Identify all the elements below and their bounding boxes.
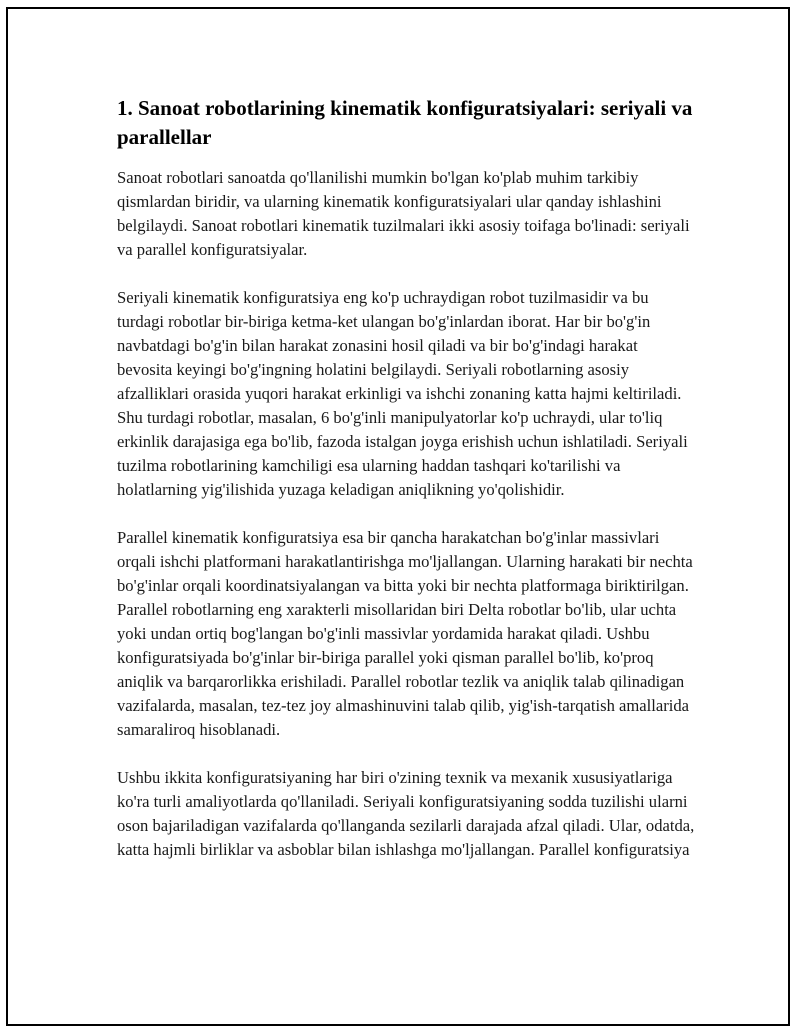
paragraph-parallel: Parallel kinematik konfiguratsiya esa bir qancha harakatchan bo'g'inlar massivlari orqali ishchi platformani harakatlantirishga mo'ljallangan. Ularning harakati bir nechta bo'g'inlar orqali koordinatsiyalangan va bitta yoki bir nechta platformaga biriktirilgan. Parallel robotlarning eng xarakterli misollaridan biri Delta robotlar bo'lib, ular uchta yoki undan ortiq bog'langan bo'g'inli massivlar yordamida harakat qiladi. Ushbu konfiguratsiyada bo'g'inlar bir-biriga parallel yoki qisman parallel bo'lib, ko'proq aniqlik va barqarorlikka erishiladi. Parallel robotlar tezlik va aniqlik talab qilinadigan vazifalarda, masalan, tez-tez joy almashinuvini talab qilib, yig'ish-tarqatish amallarida samaraliroq hisoblanadi. — [117, 528, 693, 739]
document-title: 1. Sanoat robotlarining kinematik konfiguratsiyalari: seriyali va parallellar — [117, 96, 693, 149]
document-body — [117, 94, 697, 886]
paragraph-intro: Sanoat robotlari sanoatda qo'llanilishi mumkin bo'lgan ko'plab muhim tarkibiy qismlardan biridir, va ularning kinematik konfiguratsiyalari ular qanday ishlashini belgilaydi. Sanoat robotlari kinematik tuzilmalari ikki asosiy toifaga bo'linadi: seriyali va parallel konfiguratsiyalar. — [117, 168, 690, 259]
paragraph-serial: Seriyali kinematik konfiguratsiya eng ko'p uchraydigan robot tuzilmasidir va bu turdagi robotlar bir-biriga ketma-ket ulangan bo'g'inlardan iborat. Har bir bo'g'in navbatdagi bo'g'in bilan harakat zonasini hosil qiladi va bir bo'g'indagi harakat bevosita keyingi bo'g'ingning holatini belgilaydi. Seriyali robotlarning asosiy afzalliklari orasida yuqori harakat erkinligi va ishchi zonaning katta hajmi keltiriladi. Shu turdagi robotlar, masalan, 6 bo'g'inli manipulyatorlar ko'p uchraydi, ular to'liq erkinlik darajasiga ega bo'lib, fazoda istalgan joyga erishish uchun ishlatiladi. Seriyali tuzilma robotlarining kamchiligi esa ularning haddan tashqari ko'tarilishi va holatlarning yig'ilishida yuzaga keladigan aniqlikning yo'qolishidir. — [117, 288, 688, 499]
paragraph-comparison: Ushbu ikkita konfiguratsiyaning har biri o'zining texnik va mexanik xususiyatlariga ko'ra turli amaliyotlarda qo'llaniladi. Seriyali konfiguratsiyaning sodda tuzilishi ularni oson bajariladigan vazifalarda qo'llanganda sezilarli darajada afzal qiladi. Ular, odatda, katta hajmli birliklar va asboblar bilan ishlashga mo'ljallangan. Parallel konfiguratsiya — [117, 768, 695, 859]
